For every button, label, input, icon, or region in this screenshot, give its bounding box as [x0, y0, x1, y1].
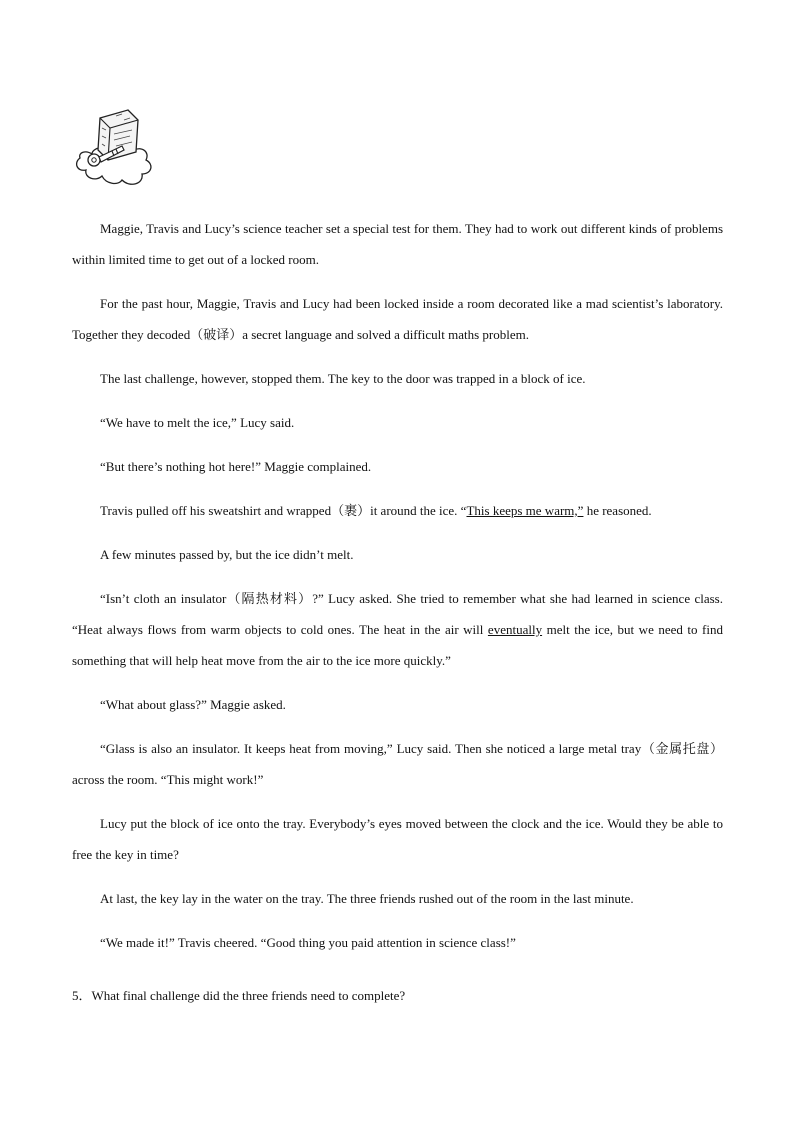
paragraph-6-text: Travis pulled off his sweatshirt and wrapped（裹）it around the ice. “	[100, 503, 467, 518]
paragraph-7: A few minutes passed by, but the ice didn’t melt.	[100, 547, 354, 562]
question-text: What final challenge did the three friends need to complete?	[91, 988, 406, 1003]
paragraph-8	[72, 583, 723, 676]
paragraph-8-text: “Isn’t cloth an insulator（隔热材料）?” Lucy asked. She tried to remember what she had learned in science class. “Heat always flows from warm objects to cold ones. The heat in the air will	[72, 591, 723, 637]
story-text	[72, 213, 723, 958]
paragraph-10: “Glass is also an insulator. It keeps heat from moving,” Lucy said. Then she noticed a large metal tray（金属托盘）across the room. “This might work!”	[72, 741, 723, 787]
paragraph-13: “We made it!” Travis cheered. “Good thing you paid attention in science class!”	[100, 935, 516, 950]
paragraph-5: “But there’s nothing hot here!” Maggie complained.	[100, 459, 372, 474]
key-in-ice-icon	[72, 100, 156, 192]
paragraph-6-tail: he reasoned.	[583, 503, 652, 518]
paragraph-11: Lucy put the block of ice onto the tray. Everybody’s eyes moved between the clock and the ice. Would they be able to free the key in time?	[72, 816, 723, 862]
paragraph-8-tail: melt the ice, but we need to find something that will help heat move from the air to the ice more quickly.”	[72, 622, 723, 668]
paragraph-3: The last challenge, however, stopped them. The key to the door was trapped in a block of ice.	[100, 371, 586, 386]
question-5	[72, 984, 405, 1008]
underlined-phrase: This keeps me warm,”	[466, 503, 584, 518]
paragraph-2: For the past hour, Maggie, Travis and Lucy had been locked inside a room decorated like a mad scientist’s laboratory. Together they decoded（破译）a secret language and solved a difficult maths problem.	[72, 296, 723, 342]
underlined-word: eventually	[487, 622, 543, 637]
question-number: 5．	[72, 988, 92, 1003]
paragraph-12: At last, the key lay in the water on the tray. The three friends rushed out of the room in the last minute.	[100, 891, 634, 906]
paragraph-1: Maggie, Travis and Lucy’s science teacher set a special test for them. They had to work out different kinds of problems within limited time to get out of a locked room.	[72, 221, 723, 267]
paragraph-4: “We have to melt the ice,” Lucy said.	[100, 415, 295, 430]
paragraph-9: “What about glass?” Maggie asked.	[100, 697, 286, 712]
paragraph-6	[72, 495, 723, 526]
